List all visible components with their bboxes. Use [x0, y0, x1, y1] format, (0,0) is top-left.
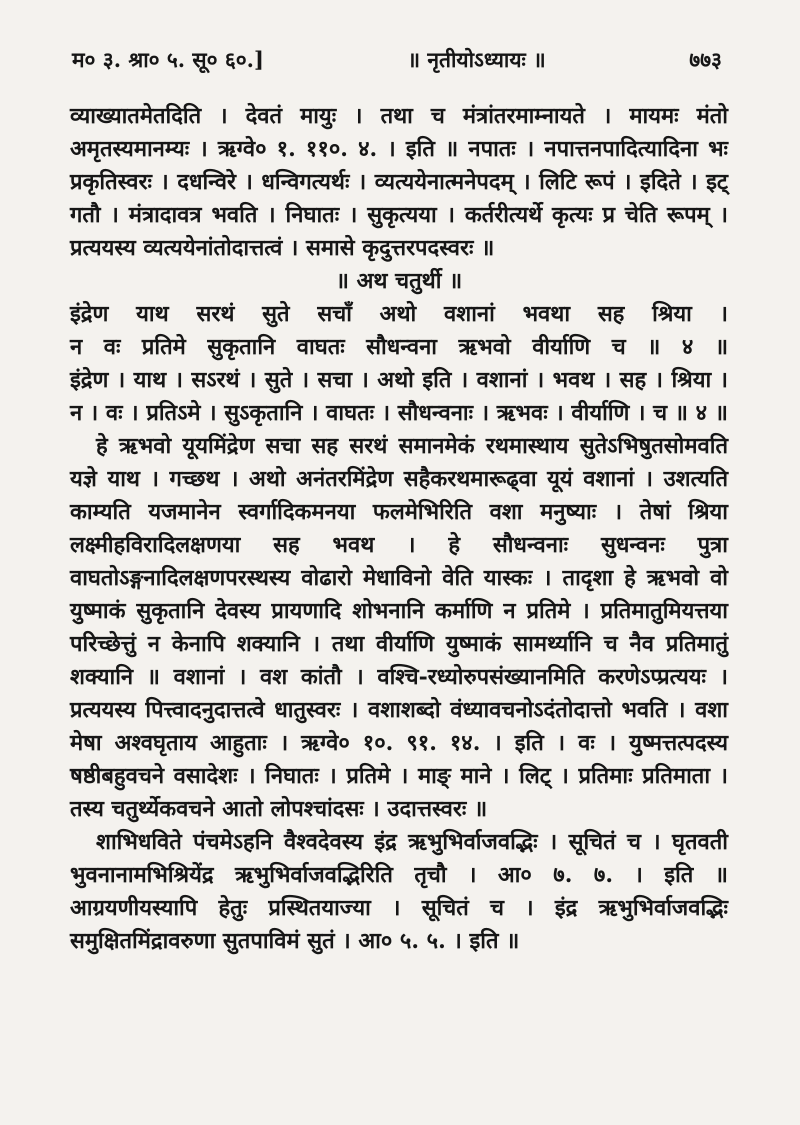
running-head-chapter-title: ॥ नृतीयोऽध्यायः ॥	[407, 47, 546, 72]
opening-commentary-paragraph: व्याख्यातमेतदिति । देवतं मायुः । तथा च मंत्रांतरमाम्नायते । मायमः मंतो अमृतस्यमानम्यः । ऋग्वे० १. ११०. ४. । इति ॥ नपातः । नपात्तनपादित्यादिना भः प्रकृतिस्वरः । दधन्विरे । धन्विगत्यर्थः । व्यत्ययेनात्मनेपदम् । लिटि रूपं । इदिते । इट् गतौ । मंत्रादावत्र भवति । निघातः । सुकृत्यया । कर्तरीत्यर्थे कृत्यः प्र चेति रूपम् । प्रत्ययस्य व्यत्ययेनांतोदात्तत्वं । समासे कृदुत्तरपदस्वरः ॥	[70, 103, 728, 261]
running-head	[72, 46, 722, 76]
verse-pada-text	[70, 364, 728, 430]
section-heading: ॥ अथ चतुर्थी ॥	[335, 268, 463, 294]
page-number: ७७३	[689, 47, 722, 72]
page-body	[70, 100, 728, 958]
closing-commentary-paragraph: शाभिधविते पंचमेऽहनि वैश्वदेवस्य इंद्र ऋभुभिर्वाजवद्भिः । सूचितं च । घृतवती भुवनानामभिश्रियेंद्र ऋभुभिर्वाजवद्भिरिति तृचौ । आ० ७. ७. । इति ॥ आग्रयणीयस्यापि हेतुः प्रस्थितयाज्या । सूचितं च । इंद्र ऋभुभिर्वाजवद्भिः समुक्षितमिंद्रावरुणा सुतपाविमं सुतं । आ० ५. ५. । इति ॥	[70, 829, 728, 954]
verse-pada-line: इंद्रेण । याथ । सऽरथं । सुते । सचा । अथो इति । वशानां । भवथ । सह । श्रिया ।	[70, 367, 728, 393]
verse-line: इंद्रेण याथ सरथं सुते सचाँ अथो वशानां भवथा सह श्रिया ।	[70, 301, 728, 327]
verse-samhita-text	[70, 298, 728, 364]
verse-pada-line: न । वः । प्रतिऽमे । सुऽकृतानि । वाघतः । सौधन्वनाः । ऋभवः । वीर्याणि । च ॥ ४ ॥	[70, 400, 728, 426]
running-head-reference: म० ३. श्रा० ५. सू० ६०.]	[72, 47, 264, 72]
verse-commentary-paragraph: हे ऋभवो यूयमिंद्रेण सचा सह सरथं समानमेकं रथमास्थाय सुतेऽभिषुतसोमवति यज्ञे याथ । गच्छथ । अथो अनंतरमिंद्रेण सहैकरथमारूढ्वा यूयं वशानां । उशत्यति काम्यति यजमानेन स्वर्गादिकमनया फलमेभिरिति वशा मनुष्याः । तेषां श्रिया लक्ष्मीहविरादिलक्षणया सह भवथ । हे सौधन्वनाः सुधन्वनः पुत्रा वाघतोऽङ्गनादिलक्षणपरस्थस्य वोढारो मेधाविनो वेति यास्कः । तादृशा हे ऋभवो वो युष्माकं सुकृतानि देवस्य प्रायणादि शोभनानि कर्माणि न प्रतिमे । प्रतिमातुमियत्तया परिच्छेत्तुं न केनापि शक्यानि । तथा वीर्याणि युष्माकं सामर्थ्यानि च नैव प्रतिमातुं शक्यानि ॥ वशानां । वश कांतौ । वश्चि-रध्योरुपसंख्यानमिति करणेऽप्प्रत्ययः । प्रत्ययस्य पित्त्वादनुदात्तत्वे धातुस्वरः । वशाशब्दो वंध्यावचनोऽदंतोदात्तो भवति । वशा मेषा अश्वघृताय आहुताः । ऋग्वे० १०. ९१. १४. । इति । वः । युष्मत्तत्पदस्य षष्ठीबहुवचने वसादेशः । निघातः । प्रतिमे । माङ् माने । लिट् । प्रतिमाः प्रतिमाता । तस्य चतुर्थ्येकवचने आतो लोपश्चांदसः । उदात्तस्वरः ॥	[70, 433, 728, 822]
verse-line: न वः प्रतिमे सुकृतानि वाघतः सौधन्वना ऋभवो वीर्याणि च ॥ ४ ॥	[70, 334, 728, 360]
